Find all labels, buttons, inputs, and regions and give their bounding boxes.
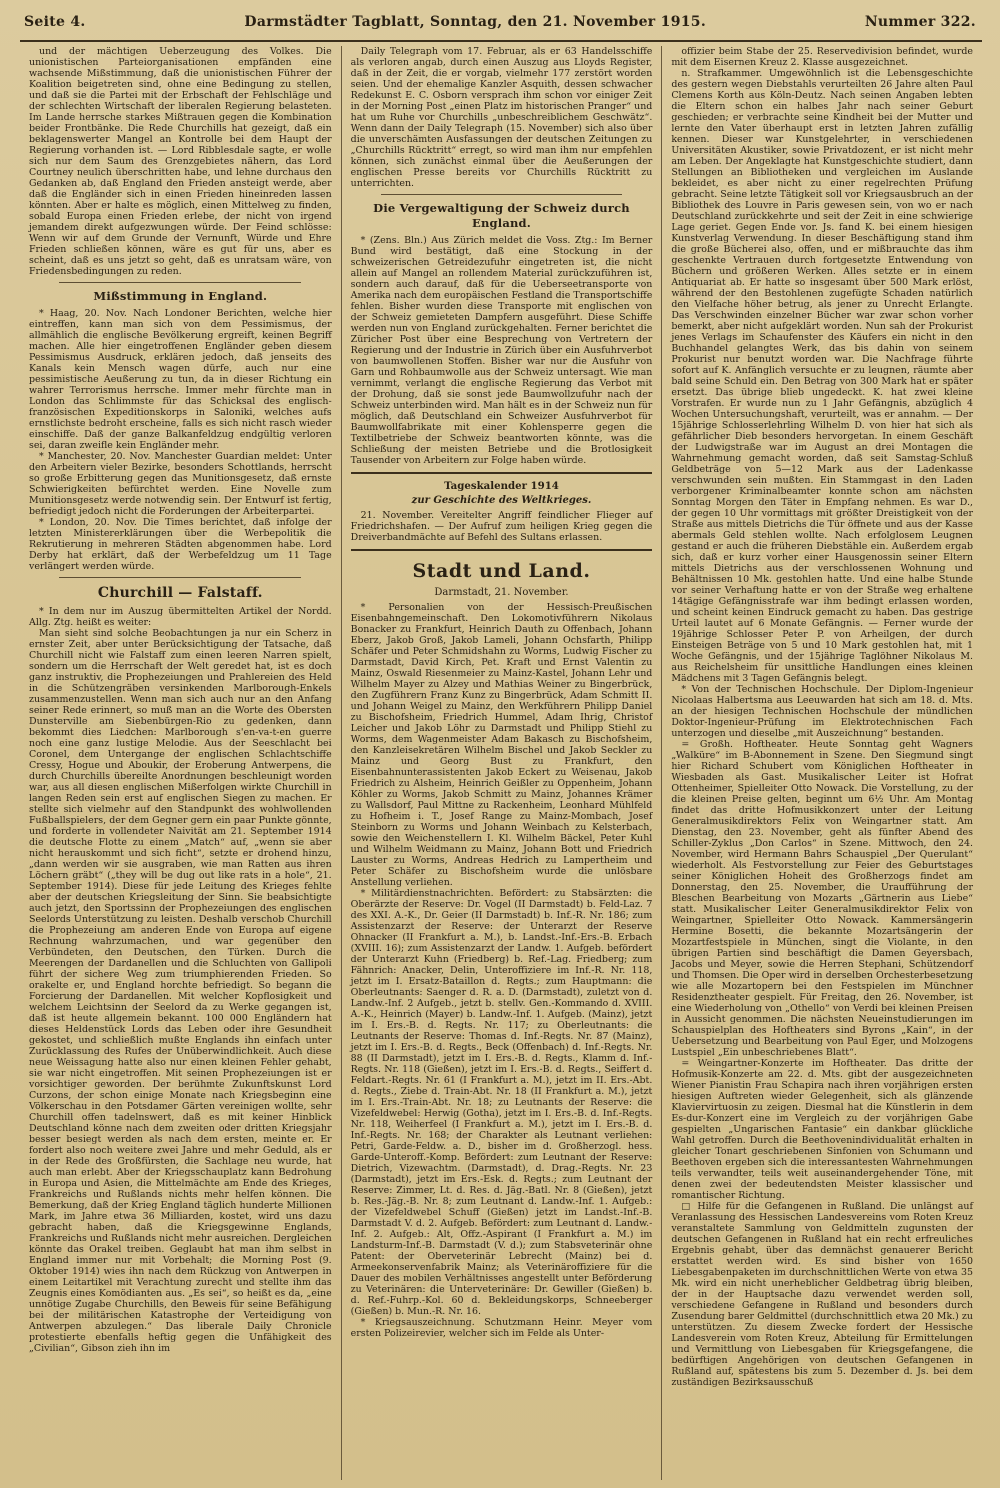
article-text: offizier beim Stabe der 25. Reservedivision befindet, wurde mit dem Eisernen Kreuz 2. Klasse ausgezeichnet. [671,46,973,68]
divider [59,282,301,283]
column-1 [20,46,341,1480]
article-heading: Die Vergewaltigung der Schweiz durch England. [373,201,630,230]
newspaper-title-date: Darmstädter Tagblatt, Sonntag, den 21. November 1915. [244,14,706,30]
article-text: und der mächtigen Ueberzeugung des Volkes. Die unionistischen Parteiorganisationen empfänden eine wachsende Mißstimmung, daß die unionistischen Führer der Koalition beigetreten sind, ohne eine Bedingung zu stellen, und daß sie die Partei mit der Erbschaft der Fehlschläge und der schlechten Wirtschaft der liberalen Regierung belasteten. Im Lande herrsche starkes Mißtrauen gegen die Kombination beider Frontbänke. Die Rede Churchills hat gezeigt, daß ein beklagenswerter Mangel an Kontrolle bei dem Haupt der Regierung vorhanden ist. — Lord Ribblesdale sagte, er wolle sich nur dem Saum des Grenzgebietes nähern, das Lord Courtney neulich überschritten habe, und lehne durchaus den Gedanken ab, daß England den Frieden ansteigt werde, aber daß die Engländer sich in einen Frieden hineinreden lassen könnten. Aber er halte es möglich, einen Mittelweg zu finden, sobald Europa einen Frieden erlebe, der nicht von irgend jemandem direkt aufgezwungen würde. Der Feind schlösse: Wenn wir auf dem Grunde der Vernunft, Würde und Ehre Frieden schließen können, wäre es gut für uns, aber es scheint, daß es uns jetzt so geht, daß es unratsam wäre, von Friedensbedingungen zu reden. [29,46,332,277]
article-text: n. Strafkammer. Umgewöhnlich ist die Lebensgeschichte des gestern wegen Diebstahls verurteilten 26 Jahre alten Paul Clemens Korth aus Köln-Deutz. Nach seinen Angaben lebten die Eltern schon ein halbes Jahr nach seiner Geburt geschieden; er verbrachte seine Kindheit bei der Mutter und lernte den Vater überhaupt erst in letzten Jahren zufällig kennen. Dieser war Kunstgelehrter, in verschiedenen Universitäten Akustiker, sowie Privatdozent, er ist nicht mehr am Leben. Der Angeklagte hat Kunstgeschichte studiert, dann Stellungen an Bibliotheken und vergleichen im Auslande bekleidet, es aber nicht zu einer regelrechten Prüfung gebracht. Seine letzte Tätigkeit soll vor Kriegsausbruch an der Bibliothek des Louvre in Paris gewesen sein, von wo er nach Deutschland zurückkehrte und seit der Zeit in eine schwierige Lage geriet. Gegen Ende vor. Js. fand K. bei einem hiesigen Kunstverlag Verwendung. In dieser Beschäftigung stand ihm die große Bücherei also, offen, und er mißbrauchte das ihm geschenkte Vertrauen durch fortgesetzte Entwendung von Büchern und größeren Werken. Alles setzte er in einem Antiquariat ab. Er hatte so insgesamt über 500 Mark erlöst, während der den Bestohlenen zugefügte Schaden natürlich den Vielfache höher betrug, als jener zu Unrecht Erlangte. Das Verschwinden einzelner Bücher war zwar schon vorher bemerkt, aber nicht aufgeklärt worden. Nun sah der Prokurist jenes Verlags im Schaufenster des Käufers ein nicht in den Buchhandel gelangtes Werk, das bis dahin von seinem Prokurist nur benutzt worden war. Die Nachfrage führte sofort auf K. Anfänglich versuchte er zu leugnen, räumte aber bald seine Schuld ein. Den Betrag von 300 Mark hat er später ersetzt. Das übrige blieb ungedeckt. K. hat zwei kleine Vorstrafen. Er wurde nun zu 1 Jahr Gefängnis, abzüglich 4 Wochen Untersuchungshaft, verurteilt, was er annahm. — Der 15jährige Schlosserlehrling Wilhelm D. von hier hat sich als gefährlicher Dieb besonders hervorgetan. In einem Geschäft der Ludwigstraße war im August an drei Montagen die Wahrnehmung gemacht worden, daß seit Samstag-Schluß Geldbeträge von 5—12 Mark aus der Ladenkasse verschwunden sein mußten. Ein Stammgast in den Laden verborgener Kriminalbeamter konnte schon am nächsten Sonntag Morgen den Täter in Empfang nehmen. Es war D., der gegen 10 Uhr vormittags mit größter Dreistigkeit von der Straße aus mittels Dietrichs die Tür öffnete und aus der Kasse abermals Geld stehlen wollte. Nach erfolglosem Leugnen gestand er auch die früheren Diebstähle ein. Außerdem ergab sich, daß er kurz vorher einer Hausgenossin seiner Eltern mittels Dietrichs aus der verschlossenen Wohnung und Behältnissen 10 Mk. gestohlen hatte. Und eine halbe Stunde vor seiner Verhaftung hatte er von der Straße weg erhaltene 14tägige Gefängnisstrafe war ihm bedingt erlassen worden, und scheint keinen Eindruck gemacht zu haben. Das gestrige Urteil lautet auf 6 Monate Gefängnis. — Ferner wurde der 19jährige Schlosser Peter P. von Arheilgen, der durch Einsteigen Beträge von 5 und 10 Mark gestohlen hat, mit 1 Woche Gefängnis, und der 15jährige Taglöhner Nikolaus M. aus Reichelsheim für unsittliche Handlungen eines kleinen Mädchens mit 3 Tagen Gefängnis belegt. [671,68,973,684]
calendar-subheading: zur Geschichte des Weltkrieges. [411,494,592,506]
article-text: * (Zens. Bln.) Aus Zürich meldet die Voss. Ztg.: Im Berner Bund wird bestätigt, daß eine Stockung in der schweizerischen Getreidezufuhr eingetreten ist, die nicht allein auf Mangel an rollendem Material zurückzuführen ist, sondern auch darauf, daß für die Ueberseetransporte von Amerika nach dem europäischen Festland die Transportschiffe fehlen. Bisher wurden diese Transporte mit englischen von der Schweiz gemieteten Dampfern ausgeführt. Diese Schiffe werden nun von England zurückgehalten. Ferner berichtet die Züricher Post über eine Besprechung von Vertretern der Regierung und der Industrie in Zürich über ein Ausfuhrverbot von baumwollenen Stoffen. Bisher war nur die Ausfuhr von Garn und Rohbaumwolle aus der Schweiz untersagt. Wie man vernimmt, verlangt die englische Regierung das Verbot mit der Drohung, daß sie sonst jede Baumwollzufuhr nach der Schweiz unterbinden wird. Man hält es in der Schweiz nun für möglich, daß Deutschland ein Schweizer Ausfuhrverbot für Baumwollfabrikate mit einer Kohlensperre gegen die Textilbetriebe der Schweiz beantworten könnte, was die Schließung der meisten Betriebe und die Brotlosigkeit Tausender von Arbeitern zur Folge haben würde. [350,235,653,466]
issue-number: Nummer 322. [864,14,976,30]
article-text: □ Hilfe für die Gefangenen in Rußland. Die unlängst auf Veranlassung des Hessischen Landesvereins vom Roten Kreuz veranstaltete Sammlung von Geldmitteln zugunsten der deutschen Gefangenen in Rußland hat ein recht erfreuliches Ergebnis gehabt, über das demnächst genauerer Bericht erstattet werden wird. Es sind bisher von 1650 Liebesgabenpaketen im durchschnittlichen Werte von etwa 35 Mk. wird ein nicht unerheblicher Geldbetrag übrig bleiben, der in der Hauptsache dazu verwendet werden soll, verschiedene Gefangene in Rußland und besonders durch Zusendung barer Geldmittel (durchschnittlich etwa 20 Mk.) zu unterstützen. Zu diesem Zwecke fordert der Hessische Landesverein vom Roten Kreuz, Abteilung für Ermittelungen und Vermittlung von Liebesgaben für Kriegsgefangene, die bedürftigen Angehörigen von deutschen Gefangenen in Rußland auf, spätestens bis zum 5. Dezember d. Js. bei dem zuständigen Bezirksausschuß [671,1201,973,1388]
article-heading: Mißstimmung in England. [93,289,268,303]
article-text: * Von der Technischen Hochschule. Der Diplom-Ingenieur Nicolaas Halbertsma aus Leeuwarden hat sich am 18. d. Mts. an der hiesigen Technischen Hochschule der mündlichen Doktor-Ingenieur-Prüfung im Elektrotechnischen Fach unterzogen und dieselbe „mit Auszeichnung“ bestanden. [671,684,973,739]
article-text: * In dem nur im Auszug übermittelten Artikel der Nordd. Allg. Ztg. heißt es weiter: [29,606,332,628]
divider [59,577,301,578]
column-3 [661,46,982,1480]
divider [351,472,653,474]
article-text: = Weingartner-Konzerte im Hoftheater. Das dritte der Hofmusik-Konzerte am 22. d. Mts. gibt der ausgezeichneten Wiener Pianistin Frau Schapira nach ihren vorjährigen ersten hiesigen Auftreten wieder Gelegenheit, sich als glänzende Klaviervirtuosin zu zeigen. Diesmal hat die Künstlerin in dem Es-dur-Konzert eine im Vergleich zu der vorjährigen Gabe gespielten „Ungarischen Fantasie“ ein dankbar glückliche Wahl getroffen. Durch die Beethovenindividualität erhalten in gleicher Tonart geschriebenen Sinfonien von Schumann und Beethoven ergeben sich die interessantesten Wahrnehmungen teils verwandter, teils weit auseinandergehender Töne, mit denen zwei der bedeutendsten Meister klassischer und romantischer Richtung. [671,1058,973,1201]
dateline: Darmstadt, 21. November. [434,586,569,598]
masthead [20,14,982,42]
calendar-text: 21. November. Vereitelter Angriff feindlicher Flieger auf Friedrichshafen. — Der Aufruf zum heiligen Krieg gegen die Dreiverbandmächte auf Befehl des Sultans erlassen. [350,509,653,543]
article-heading: Churchill — Falstaff. [97,585,263,601]
divider [381,194,622,195]
article-text: * Manchester, 20. Nov. Manchester Guardian meldet: Unter den Arbeitern vieler Bezirke, besonders Schottlands, herrscht so große Erbitterung gegen das Munitionsgesetz, daß ernste Schwierigkeiten befürchtet werden. Eine Novelle zum Munitionsgesetz werde notwendig sein. Der Entwurf ist fertig, befriedigt jedoch nicht die Forderungen der Arbeiterpartei. [29,451,332,517]
article-text: * Militärdienstnachrichten. Befördert: zu Stabsärzten: die Oberärzte der Reserve: Dr. Vogel (II Darmstadt) b. Feld-Laz. 7 des XXI. A.-K., Dr. Geier (II Darmstadt) b. Inf.-R. Nr. 186; zum Assistenzarzt der Reserve: der Unterarzt der Reserve Ohnacker (II Frankfurt a. M.), b. Landst.-Inf.-Ers.-B. Erbach (XVIII. 16); zum Assistenzarzt der Landw. 1. Aufgeb. befördert der Unterarzt Kuhn (Friedberg) b. Ref.-Lag. Friedberg; zum Fähnrich: Anacker, Delin, Unteroffiziere im Inf.-R. Nr. 118, jetzt im I. Ersatz-Bataillon d. Regts.; zum Hauptmann: die Oberleutnants: Saenger d. R. a. D. (Darmstadt), zuletzt von d. Landw.-Inf. 2 Aufgeb., jetzt b. stellv. Gen.-Kommando d. XVIII. A.-K., Heinrich (Mayer) b. Landw.-Inf. 1. Aufgeb. (Mainz), jetzt im I. Ers.-B. d. Regts. Nr. 117; zu Oberleutnants: die Leutnants der Reserve: Thomas d. Inf.-Regts. Nr. 87 (Mainz), jetzt im I. Ers.-B. d. Regts., Beck (Offenbach) d. Inf.-Regts. Nr. 88 (II Darmstadt), jetzt im I. Ers.-B. d. Regts., Klamm d. Inf.-Regts. Nr. 118 (Gießen), jetzt im I. Ers.-B. d. Regts., Seiffert d. Feldart.-Regts. Nr. 61 (I Frankfurt a. M.), jetzt im II. Ers.-Abt. d. Regts., Ziebe d. Train-Abt. Nr. 18 (II Frankfurt a. M.), jetzt im I. Ers.-Train-Abt. Nr. 18; zu Leutnants der Reserve: die Vizefeldwebel: Herwig (Gotha), jetzt im I. Ers.-B. d. Inf.-Regts. Nr. 118, Weiherfeel (I Frankfurt a. M.), jetzt im I. Ers.-B. d. Inf.-Regts. Nr. 168; der Charakter als Leutnant verliehen: Petri, Garde-Feldw. a. D., bisher im d. Großherzogl. hess. Garde-Unteroff.-Komp. Befördert: zum Leutnant der Reserve: Dietrich, Vizewachtm. (Darmstadt), d. Drag.-Regts. Nr. 23 (Darmstadt), jetzt im Ers.-Esk. d. Regts.; zum Leutnant der Reserve: Zimmer, Lt. d. Res. d. Jäg.-Batl. Nr. 8 (Gießen), jetzt b. Res.-Jäg.-B. Nr. 8; zum Leutnant d. Landw.-Inf. 1. Aufgeb.: der Vizefeldwebel Schuff (Gießen) jetzt im Landst.-Inf.-B. Darmstadt V. d. 2. Aufgeb. Befördert: zum Leutnant d. Landw.-Inf. 2. Aufgeb.: Alt, Offz.-Aspirant (I Frankfurt a. M.) im Landsturm-Inf.-B. Darmstadt (V. d.); zum Stabsveterinär ohne Patent: der Oberveterinär Lebrecht (Mainz) bei d. Armeekonservenfabrik Mainz; als Veterinäroffiziere für die Dauer des mobilen Verhältnisses angestellt unter Beförderung zu Veterinären: die Unterveterinäre: Dr. Gewiller (Gießen) b. d. Ref.-Fuhrp.-Kol. 60 d. Bekleidungskorps, Schneeberger (Gießen) b. Mun.-R. Nr. 16. [350,887,653,1317]
article-text: = Großh. Hoftheater. Heute Sonntag geht Wagners „Walküre“ im B-Abonnement in Szene. Den Siegmund singt hier Richard Schubert vom Königlichen Hoftheater in Wiesbaden als Gast. Musikalischer Leiter ist Hofrat Ottenheimer, Spielleiter Otto Nowack. Die Vorstellung, zu der die kleinen Preise gelten, beginnt um 6½ Uhr. Am Montag findet das dritte Hofmusikkonzert unter der Leitung Generalmusikdirektors Felix von Weingartner statt. Am Dienstag, den 23. November, geht als fünfter Abend des Schiller-Zyklus „Don Carlos“ in Szene. Mittwoch, den 24. November, wird Hermann Bahrs Schauspiel „Der Querulant“ wiederholt. Als Festvorstellung zur Feier des Geburtstages seiner Königlichen Hoheit des Großherzogs findet am Donnerstag, den 25. November, die Uraufführung der Bleschen Bearbeitung von Mozarts „Gärtnerin aus Liebe“ statt. Musikalischer Leiter Generalmusikdirektor Felix von Weingartner, Spielleiter Otto Nowack. Kammersängerin Hermine Bosetti, die bekannte Mozartsängerin der Mozartfestspiele in München, singt die Violante, in den übrigen Partien sind beschäftigt die Damen Geyersbach, Jacobs und Meyer, sowie die Herren Stephani, Schützendorf und Thomsen. Die Oper wird in derselben Orchesterbesetzung wie alle Mozartopern bei den Festspielen im Münchner Residenztheater gespielt. Für Freitag, den 26. November, ist eine Wiederholung von „Othello“ von Verdi bei kleinen Preisen in Aussicht genommen. Die nächsten Neueinstudierungen im Schauspielplan des Hoftheaters sind Byrons „Kain“, in der Uebersetzung und Bearbeitung von Paul Eger, und Molzogens Lustspiel „Ein unbeschriebenes Blatt“. [671,739,973,1058]
article-text: * Haag, 20. Nov. Nach Londoner Berichten, welche hier eintreffen, kann man sich von dem Pessimismus, der allmählich die englische Bevölkerung ergreift, keinen Begriff machen. Alle hier eingetroffenen Engländer geben diesem Pessimismus Ausdruck, erklären jedoch, daß jenseits des Kanals kein Mensch wagen dürfe, auch nur eine pessimistische Aeußerung zu tun, da in dieser Richtung ein wahrer Terrorismus herrsche. Immer mehr fürchte man in London das Schlimmste für das Schicksal des englisch-französischen Expeditionskorps in Saloniki, welches aufs ernstlichste bedroht erscheine, falls es sich nicht rasch wieder einschiffe. Daß der ganze Balkanfeldzug endgültig verloren sei, daran zweifle kein Engländer mehr. [29,308,332,451]
article-text: Daily Telegraph vom 17. Februar, als er 63 Handelsschiffe als verloren angab, durch einen Auszug aus Lloyds Register, daß in der Zeit, die er vorgab, vielmehr 177 zerstört worden seien. Und der ehemalige Kanzler Asquith, dessen schwacher Redekunst E. C. Osborn versprach ihm schon vor einiger Zeit in der Morning Post „einen Platz im historischen Pranger“ und hat um Ruhe vor Churchills „unbeschreiblichem Geschwätz“. Wenn dann der Daily Telegraph (15. November) sich also über die unverschämten Ausfassungen der deutschen Zeitungen zu „Churchills Rücktritt“ erregt, so wird man ihm nur empfehlen können, sich zunächst einmal über die Aeußerungen der englischen Presse bereits vor Churchills Rücktritt zu unterrichten. [350,46,653,189]
article-text: * London, 20. Nov. Die Times berichtet, daß infolge der letzten Ministererklärungen über die Werbepolitik die Rekrutierung in mehreren Städten abgenommen habe. Lord Derby hat erklärt, daß der Werbefeldzug um 11 Tage verlängert werden würde. [29,517,332,572]
column-2 [341,46,662,1480]
article-text: * Kriegsauszeichnung. Schutzmann Heinr. Meyer vom ersten Polizeirevier, welcher sich im Felde als Unter- [350,1316,653,1339]
calendar-heading: Tageskalender 1914 [444,480,559,492]
article-text: * Personalien von der Hessisch-Preußischen Eisenbahngemeinschaft. Den Lokomotivführern Nikolaus Bonacker zu Frankfurt, Heinrich Dauth zu Offenbach, Johann Eberz, Jakob Groß, Jakob Lameli, Johann Ochsfarth, Philipp Schäfer und Peter Schmidshahn zu Worms, Ludwig Fischer zu Darmstadt, David Kirch, Pet. Kraft und Ernst Valentin zu Mainz, Oswald Riesenmeier zu Mainz-Kastel, Johann Lehr und Wilhelm Mayer zu Alzey und Mathias Weiner zu Bingerbrück, den Zugführern Franz Kunz zu Bingerbrück, Adam Schmitt II. und Johann Weigel zu Mainz, den Werkführern Philipp Daniel zu Bischofsheim, Friedrich Hummel, Adam Ihrig, Christof Leicher und Jakob Löhr zu Darmstadt und Philipp Stiehl zu Worms, dem Wagenmeister Adam Bakasch zu Bischofsheim, den Kanzleisekretären Wilhelm Bischel und Jakob Seckler zu Mainz und Georg Bust zu Frankfurt, den Eisenbahnunterassistenten Jakob Eckert zu Weisenau, Jakob Friedrich zu Alsheim, Heinrich Geißler zu Oppenheim, Johann Köhler zu Worms, Jakob Schmitt zu Mainz, Johannes Krämer zu Wallsdorf, Paul Mittne zu Rackenheim, Leonhard Mühlfeld zu Hofheim i. T., Josef Range zu Mainz-Mombach, Josef Steinborn zu Worms und Johann Weinbach zu Kelsterbach, sowie den Weichenstellern I. Kl. Wilhelm Bäckel, Peter Kuhl und Wilhelm Weidmann zu Mainz, Johann Bott und Friedrich Lauster zu Worms, Andreas Hedrich zu Lampertheim und Peter Schäfer zu Bischofsheim wurde die unlösbare Anstellung verliehen. [350,601,653,888]
page-number: Seite 4. [24,14,86,30]
article-text: Man sieht sind solche Beobachtungen ja nur ein Scherz in ernster Zeit, aber unter Berücksichtigung der Tatsache, daß Churchill nicht wie Falstaff zum einen leeren Narren spielt, sondern um die Herrschaft der Welt geredet hat, ist es doch ganz instruktiv, die Prophezeiungen und Prahlereien des Held in die Schützengräben versinkenden Marlborough-Enkels zusammenzustellen. Wenn man sich auch nur an den Anfang seiner Rede erinnert, so muß man an die Worte des Obersten Dunsterville am Siebenbürgen-Rio zu gedenken, dann bekommt dies Liedchen: Marlborough s'en-va-t-en guerre noch eine ganz lustige Melodie. Aus der Seeschlacht bei Coronel, dem Untergange der englischen Schlachtschiffe Cressy, Hogue und Aboukir, der Eroberung Antwerpens, die durch Churchills übereilte Anordnungen beschleunigt worden war, aus all diesen englischen Mißerfolgen wirkte Churchill in langen Reden sein erst auf englischen Siegen zu machen. Er stellte sich vielmehr auf den Standpunkt des wohlwollenden Fußballspielers, der dem Gegner gern ein paar Punkte gönnte, und forderte in vollendeter Naivität am 21. September 1914 die deutsche Flotte zu einem „Match“ auf, „wenn sie aber nicht herauskommt und sich ficht“, setzte er drohend hinzu, „dann werden wir sie ausgraben, wie man Ratten aus ihren Löchern gräbt“ („they will be dug out like rats in a hole“, 21. September 1914). Diese für jede Leitung des Krieges fehlte aber der deutschen Kriegsleitung der Sinn. Sie beabsichtigte auch jetzt, den Sportssinn der Prophezeiungen des englischen Seelords Unterstützung zu leisten. Deshalb verschob Churchill die Prophezeiung am anderen Ende von Europa auf eigene Rechnung wahrzumachen, und war gegenüber den Verbündeten, den Deutschen, den Türken. Durch die Meerengen der Dardanellen und die Schluchten von Gallipoli führt der sichere Weg zum triumphierenden Frieden. So orakelte er, und England horchte befriedigt. So begann die Forcierung der Dardanellen. Mit welcher Kopflosigkeit und welchem Leichtsinn der Seelord da zu Werke gegangen ist, daß ist heute allgemein bekannt. 100 000 Engländern hat dieses Heldenstück Lords das Leben oder ihre Gesundheit gekostet, und schließlich mußte Englands ihn einfach unter Zurücklassung des Rufes der Unüberwindlichkeit. Auch diese neue Weissagung hatte also nur einen kleinen Fehler gehabt, sie war nicht eingetroffen. Mit seinen Prophezeiungen ist er vorsichtiger geworden. Der berühmte Zukunftskunst Lord Curzons, der schon einige Monate nach Kriegsbeginn eine Völkerschau in den Potsdamer Gärten vereinigen wollte, sehr Churchill offen tadelnswert, daß es mit keiner Hinblick Deutschland könne nach dem zweiten oder dritten Kriegsjahr besser besiegt werden als nach dem ersten, meinte er. Er fordert also noch weitere zwei Jahre und mehr Geduld, als er in der Rede des Großfürsten, die Sachlage neu wurde, hat auch man erlebt. Aber der Kriegsschauplatz kann Bedrohung in Europa und Asien, die Mittelmächte am Ende des Krieges, Frankreichs und Rußlands nichts mehr helfen können. Die Bemerkung, daß der Krieg England täglich hunderte Millionen Mark, im Jahre etwa 36 Milliarden, kostet, wird uns dazu gebracht haben, daß die Kriegsgewinne Englands, Frankreichs und Rußlands nicht mehr ausreichen. Dergleichen könnte das Orakel treiben. Geglaubt hat man ihm selbst in England immer nur mit Vorbehalt; die Morning Post (9. Oktober 1914) wies ihn nach dem Rückzug von Antwerpen in einem Leitartikel mit Verachtung zurecht und stellte ihm das Zeugnis eines Komödianten aus. „Es sei“, so heißt es da, „eine unnötige Zugabe Churchills, den Beweis für seine Befähigung bei der militärischen Katastrophe der Verteidigung von Antwerpen abzulegen.“ Das liberale Daily Chronicle protestierte ebenfalls heftig gegen die Unfähigkeit des „Civilian“, Gibson zieh ihn im [29,628,332,1354]
divider [351,549,653,551]
columns [20,46,982,1480]
section-heading: Stadt und Land. [412,559,591,582]
